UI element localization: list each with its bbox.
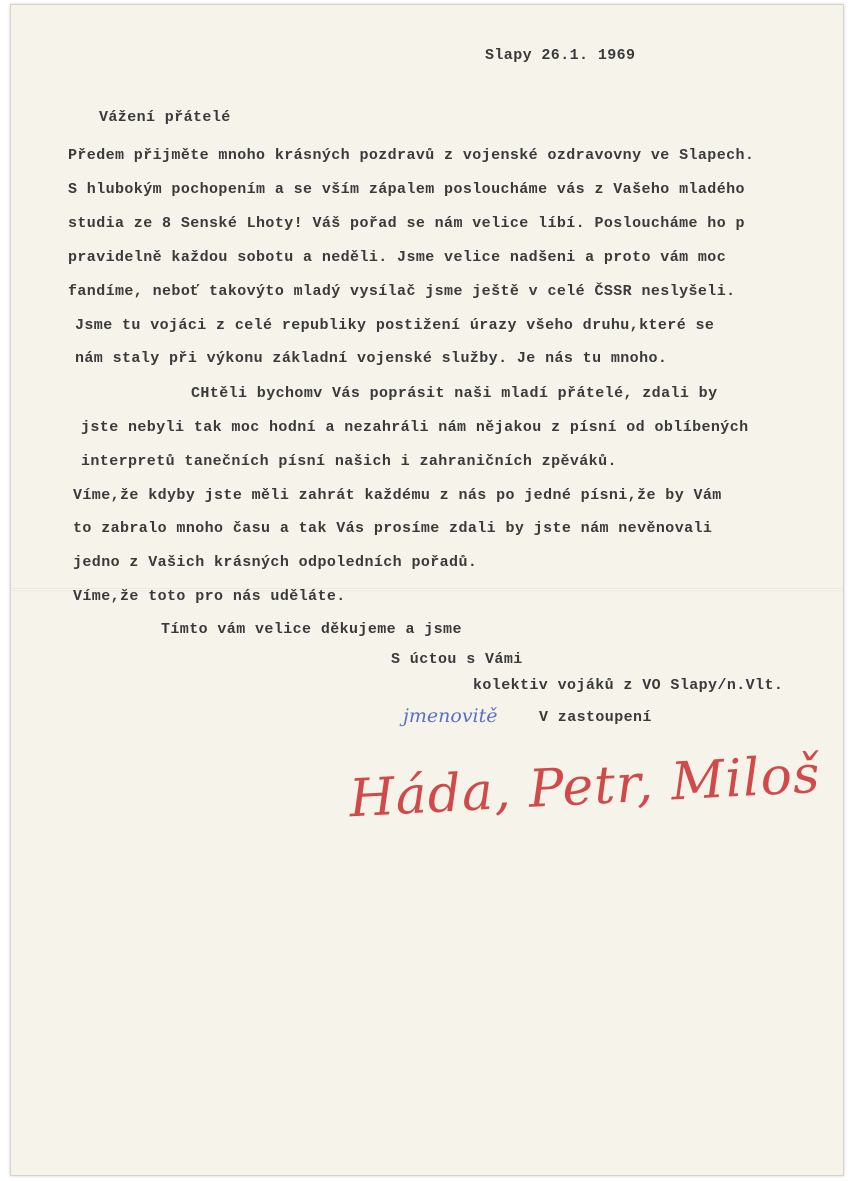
body-line: Předem přijměte mnoho krásných pozdravů z vojenské ozdravovny ve Slapech. xyxy=(68,147,755,164)
body-line: jste nebyli tak moc hodní a nezahráli nám nějakou z písní od oblíbených xyxy=(81,419,749,436)
letter-sheet xyxy=(10,4,844,1176)
body-line: pravidelně každou sobotu a neděli. Jsme velice nadšeni a proto vám moc xyxy=(68,249,727,266)
body-line: interpretů tanečních písní našich i zahraničních zpěváků. xyxy=(81,453,617,470)
body-line: Víme,že kdyby jste měli zahrát každému z nás po jedné písni,že by Vám xyxy=(73,487,722,504)
sender-line: kolektiv vojáků z VO Slapy/n.Vlt. xyxy=(473,677,784,694)
handwritten-signatures: Háda, Petr, Miloš xyxy=(347,744,822,830)
representation-line: V zastoupení xyxy=(539,709,652,726)
body-line: Víme,že toto pro nás uděláte. xyxy=(73,588,346,605)
body-line: nám staly při výkonu základní vojenské služby. Je nás tu mnoho. xyxy=(75,350,668,367)
thanks-line: Tímto vám velice děkujeme a jsme xyxy=(161,621,462,638)
body-line: fandíme, neboť takovýto mladý vysílač jsme ještě v celé ČSSR neslyšeli. xyxy=(68,283,736,300)
handwritten-annotation: jmenovitě xyxy=(403,705,498,727)
body-line: S hlubokým pochopením a se vším zápalem posloucháme vás z Vašeho mladého xyxy=(68,181,745,198)
body-line: studia ze 8 Senské Lhoty! Váš pořad se nám velice líbí. Posloucháme ho p xyxy=(68,215,745,232)
body-line: CHtěli bychomv Vás poprásit naši mladí přátelé, zdali by xyxy=(191,385,718,402)
body-line: to zabralo mnoho času a tak Vás prosíme zdali by jste nám nevěnovali xyxy=(73,520,713,537)
body-line: jedno z Vašich krásných odpoledních pořadů. xyxy=(73,554,478,571)
date-line: Slapy 26.1. 1969 xyxy=(485,47,636,64)
body-line: Jsme tu vojáci z celé republiky postižení úrazy všeho druhu,které se xyxy=(75,317,715,334)
closing-line: S úctou s Vámi xyxy=(391,651,523,668)
salutation: Vážení přátelé xyxy=(99,109,231,126)
